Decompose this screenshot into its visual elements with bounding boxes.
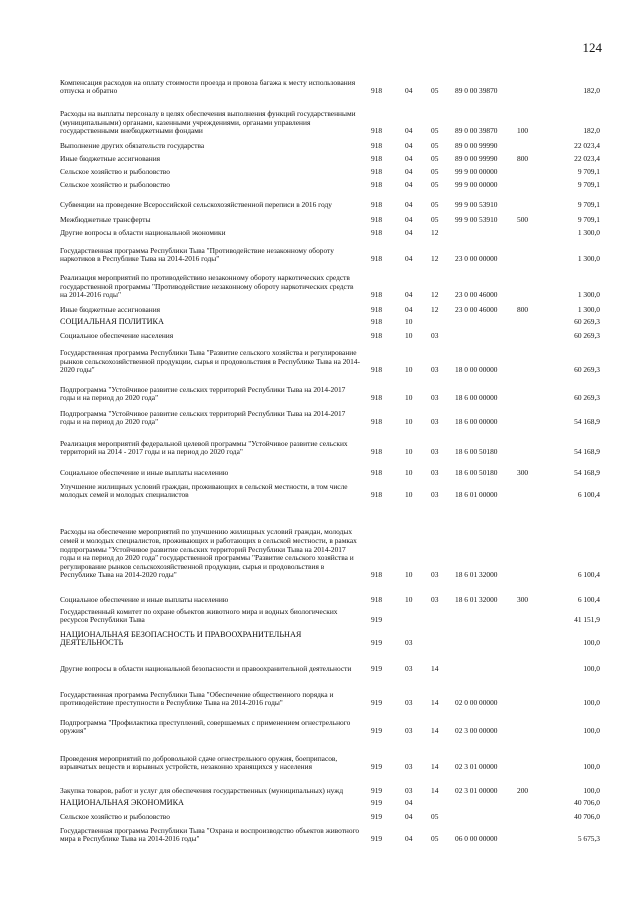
row-razdel: 04 (405, 834, 413, 844)
row-razdel: 04 (405, 86, 413, 96)
row-razdel: 04 (405, 798, 413, 808)
row-name: Реализация мероприятий федеральной целевой программы "Устойчивое развитие сельских территорий на 2014 - 2017 годы и на период до 2020 года" (60, 438, 348, 457)
table-row (0, 300, 640, 315)
row-name: Социальное обеспечение населения (60, 331, 174, 341)
row-sum: 9 709,1 (577, 215, 600, 225)
row-razdel: 10 (405, 365, 413, 375)
row-vedomstvo: 918 (371, 228, 383, 238)
row-target-article: 18 6 00 50180 (455, 447, 498, 457)
row-podrazdel: 05 (431, 834, 439, 844)
row-name: СОЦИАЛЬНАЯ ПОЛИТИКА (60, 317, 164, 327)
row-podrazdel: 03 (431, 570, 439, 580)
row-razdel: 04 (405, 154, 413, 164)
row-razdel: 04 (405, 812, 413, 822)
row-podrazdel: 14 (431, 664, 439, 674)
row-sum: 100,0 (583, 762, 600, 772)
row-podrazdel: 03 (431, 365, 439, 375)
row-podrazdel: 12 (431, 228, 439, 238)
table-row (0, 177, 640, 190)
row-podrazdel: 14 (431, 726, 439, 736)
row-name: Межбюджетные трансферты (60, 215, 151, 225)
row-target-article: 89 0 00 99990 (455, 154, 498, 164)
row-podrazdel: 12 (431, 254, 439, 264)
table-row (0, 822, 640, 844)
row-expense-type: 800 (517, 305, 529, 315)
row-name: Проведения мероприятий по добровольной сдаче огнестрельного оружия, боеприпасов, взрывчатых веществ и взрывных устройств, незаконно хранящихся у населения (60, 753, 338, 772)
row-sum: 1 300,0 (577, 305, 600, 315)
table-row (0, 708, 640, 736)
table-row (0, 327, 640, 341)
row-target-article: 18 6 00 00000 (455, 393, 498, 403)
row-sum: 182,0 (583, 126, 600, 136)
row-podrazdel: 14 (431, 762, 439, 772)
row-razdel: 10 (405, 393, 413, 403)
row-target-article: 18 6 00 00000 (455, 417, 498, 427)
row-razdel: 04 (405, 254, 413, 264)
table-row (0, 238, 640, 264)
table-row (0, 315, 640, 327)
row-vedomstvo: 918 (371, 254, 383, 264)
row-name: Субвенции на проведение Всероссийской сельскохозяйственной переписи в 2016 году (60, 200, 332, 210)
row-name: Другие вопросы в области национальной экономики (60, 228, 226, 238)
row-podrazdel: 05 (431, 215, 439, 225)
row-name: Подпрограмма "Устойчивое развитие сельских территорий Республики Тыва на 2014-2017 годы и на период до 2020 года" (60, 408, 346, 427)
row-vedomstvo: 918 (371, 317, 383, 327)
row-sum: 22 023,4 (574, 141, 600, 151)
row-sum: 9 709,1 (577, 167, 600, 177)
row-expense-type: 800 (517, 154, 529, 164)
table-row (0, 164, 640, 177)
table-row (0, 625, 640, 648)
row-sum: 100,0 (583, 786, 600, 796)
table-row (0, 210, 640, 225)
table-row (0, 478, 640, 500)
row-target-article: 89 0 00 39870 (455, 86, 498, 96)
table-row (0, 225, 640, 238)
row-sum: 9 709,1 (577, 180, 600, 190)
row-vedomstvo: 918 (371, 490, 383, 500)
row-sum: 6 100,4 (577, 570, 600, 580)
row-name: Другие вопросы в области национальной безопасности и правоохранительной деятельности (60, 664, 352, 674)
row-vedomstvo: 918 (371, 141, 383, 151)
row-razdel: 10 (405, 331, 413, 341)
row-razdel: 04 (405, 180, 413, 190)
row-podrazdel: 03 (431, 417, 439, 427)
row-razdel: 10 (405, 570, 413, 580)
row-vedomstvo: 918 (371, 417, 383, 427)
row-sum: 40 706,0 (574, 812, 600, 822)
row-target-article: 18 6 01 32000 (455, 595, 498, 605)
table-row (0, 648, 640, 674)
row-name: Сельское хозяйство и рыболовство (60, 167, 170, 177)
table-row (0, 736, 640, 772)
row-podrazdel: 05 (431, 180, 439, 190)
row-podrazdel: 03 (431, 331, 439, 341)
row-vedomstvo: 918 (371, 365, 383, 375)
row-name: Улучшение жилищных условий граждан, проживающих в сельской местности, в том числе молодых семей и молодых специалистов (60, 481, 348, 500)
row-podrazdel: 05 (431, 141, 439, 151)
row-sum: 1 300,0 (577, 290, 600, 300)
row-name: Государственная программа Республики Тыва "Противодействие незаконному обороту наркотиков в Республике Тыва на 2014-2016 годы" (60, 245, 334, 264)
row-sum: 60 269,3 (574, 393, 600, 403)
row-razdel: 10 (405, 468, 413, 478)
row-expense-type: 300 (517, 595, 529, 605)
row-vedomstvo: 918 (371, 86, 383, 96)
row-vedomstvo: 918 (371, 305, 383, 315)
row-name: Иные бюджетные ассигнования (60, 154, 161, 164)
row-name: Выполнение других обязательств государства (60, 141, 205, 151)
row-sum: 60 269,3 (574, 331, 600, 341)
table-row (0, 403, 640, 427)
row-razdel: 04 (405, 290, 413, 300)
row-vedomstvo: 918 (371, 447, 383, 457)
row-vedomstvo: 918 (371, 154, 383, 164)
row-sum: 9 709,1 (577, 200, 600, 210)
row-name: Государственная программа Республики Тыва "Развитие сельского хозяйства и регулирование рынков сельскохозяйственной продукции, сырья и продовольствия в Республике Тыва на 2014-2020 годы" (60, 348, 360, 375)
row-vedomstvo: 918 (371, 215, 383, 225)
row-sum: 54 168,9 (574, 447, 600, 457)
table-row (0, 808, 640, 822)
row-target-article: 06 0 00 00000 (455, 834, 498, 844)
row-sum: 1 300,0 (577, 228, 600, 238)
row-target-article: 18 6 01 00000 (455, 490, 498, 500)
row-name: Реализация мероприятий по противодействию незаконному обороту наркотических средств государственной программы "Противодействие незаконному обороту наркотических средств на 2014-2016 годы" (60, 273, 354, 300)
row-vedomstvo: 918 (371, 180, 383, 190)
row-razdel: 04 (405, 228, 413, 238)
row-target-article: 89 0 00 99990 (455, 141, 498, 151)
row-vedomstvo: 919 (371, 615, 383, 625)
row-name: Иные бюджетные ассигнования (60, 305, 161, 315)
row-sum: 100,0 (583, 726, 600, 736)
row-vedomstvo: 919 (371, 798, 383, 808)
budget-table (0, 66, 640, 844)
table-row (0, 96, 640, 136)
row-sum: 22 023,4 (574, 154, 600, 164)
row-sum: 60 269,3 (574, 365, 600, 375)
row-name: Закупка товаров, работ и услуг для обеспечения государственных (муниципальных) нужд (60, 786, 344, 796)
row-name: Расходы на обеспечение мероприятий по улучшению жилищных условий граждан, молодых семей и молодых специалистов, проживающих и работающих в сельской местности, в рамках подпрограммы "Устойчивое развитие сельских территорий Республики Тыва на 2014-2017 годы и на период до 2020 года" государственной программы "Развитие сельского хозяйства и регулирование рынков сельскохозяйственной продукции, сырья и продовольствия в Республике Тыва на 2014-2020 годы" (60, 527, 357, 580)
row-sum: 41 151,9 (574, 615, 600, 625)
row-razdel: 03 (405, 786, 413, 796)
row-sum: 6 100,4 (577, 490, 600, 500)
row-podrazdel: 05 (431, 167, 439, 177)
row-razdel: 03 (405, 638, 413, 648)
row-vedomstvo: 919 (371, 698, 383, 708)
row-sum: 54 168,9 (574, 468, 600, 478)
row-vedomstvo: 918 (371, 595, 383, 605)
table-row (0, 500, 640, 580)
row-razdel: 04 (405, 305, 413, 315)
row-sum: 100,0 (583, 638, 600, 648)
row-target-article: 23 0 00 46000 (455, 305, 498, 315)
row-name: Расходы на выплаты персоналу в целях обеспечения выполнения функций государственными (муниципальными) органами, казенными учреждениями, органами управления государственными внебюджетными фондами (60, 109, 356, 136)
row-name: Сельское хозяйство и рыболовство (60, 180, 170, 190)
row-podrazdel: 14 (431, 786, 439, 796)
row-razdel: 10 (405, 317, 413, 327)
row-sum: 40 706,0 (574, 798, 600, 808)
row-podrazdel: 05 (431, 812, 439, 822)
row-target-article: 99 9 00 00000 (455, 180, 498, 190)
row-expense-type: 300 (517, 468, 529, 478)
table-row (0, 190, 640, 210)
page-number: 124 (582, 40, 602, 55)
row-podrazdel: 12 (431, 290, 439, 300)
row-sum: 54 168,9 (574, 417, 600, 427)
row-name: НАЦИОНАЛЬНАЯ ЭКОНОМИКА (60, 798, 184, 808)
row-vedomstvo: 919 (371, 762, 383, 772)
row-podrazdel: 05 (431, 154, 439, 164)
row-expense-type: 500 (517, 215, 529, 225)
row-sum: 100,0 (583, 664, 600, 674)
row-podrazdel: 03 (431, 393, 439, 403)
row-vedomstvo: 919 (371, 834, 383, 844)
row-razdel: 10 (405, 490, 413, 500)
table-row (0, 580, 640, 605)
row-podrazdel: 03 (431, 447, 439, 457)
row-target-article: 18 0 00 00000 (455, 365, 498, 375)
row-sum: 182,0 (583, 86, 600, 96)
row-vedomstvo: 918 (371, 393, 383, 403)
row-name: НАЦИОНАЛЬНАЯ БЕЗОПАСНОСТЬ И ПРАВООХРАНИТЕЛЬНАЯ ДЕЯТЕЛЬНОСТЬ (60, 629, 302, 648)
table-row (0, 375, 640, 403)
row-target-article: 18 6 01 32000 (455, 570, 498, 580)
row-vedomstvo: 918 (371, 167, 383, 177)
row-razdel: 04 (405, 215, 413, 225)
row-vedomstvo: 918 (371, 290, 383, 300)
row-name: Сельское хозяйство и рыболовство (60, 812, 170, 822)
row-vedomstvo: 919 (371, 664, 383, 674)
row-name: Социальное обеспечение и иные выплаты населению (60, 595, 229, 605)
row-target-article: 23 0 00 00000 (455, 254, 498, 264)
row-target-article: 02 0 00 00000 (455, 698, 498, 708)
row-podrazdel: 12 (431, 305, 439, 315)
row-target-article: 23 0 00 46000 (455, 290, 498, 300)
row-vedomstvo: 918 (371, 200, 383, 210)
row-razdel: 10 (405, 595, 413, 605)
row-podrazdel: 05 (431, 200, 439, 210)
row-vedomstvo: 919 (371, 812, 383, 822)
row-name: Компенсация расходов на оплату стоимости проезда и провоза багажа к месту использования отпуска и обратно (60, 77, 356, 96)
table-row (0, 151, 640, 164)
row-name: Подпрограмма "Устойчивое развитие сельских территорий Республики Тыва на 2014-2017 годы и на период до 2020 года" (60, 384, 346, 403)
row-podrazdel: 05 (431, 126, 439, 136)
row-sum: 100,0 (583, 698, 600, 708)
row-vedomstvo: 919 (371, 786, 383, 796)
row-razdel: 10 (405, 417, 413, 427)
row-podrazdel: 14 (431, 698, 439, 708)
row-vedomstvo: 919 (371, 638, 383, 648)
row-name: Социальное обеспечение и иные выплаты населению (60, 468, 229, 478)
table-row (0, 341, 640, 375)
row-vedomstvo: 918 (371, 331, 383, 341)
row-razdel: 04 (405, 167, 413, 177)
row-razdel: 03 (405, 726, 413, 736)
row-name: Государственная программа Республики Тыва "Обеспечение общественного порядка и противодействие преступности в Республике Тыва на 2014-2016 годы" (60, 689, 334, 708)
row-target-article: 89 0 00 39870 (455, 126, 498, 136)
row-name: Подпрограмма "Профилактика преступлений, совершаемых с применением огнестрельного оружия" (60, 717, 351, 736)
row-expense-type: 200 (517, 786, 529, 796)
row-podrazdel: 03 (431, 490, 439, 500)
table-row (0, 605, 640, 625)
row-target-article: 02 3 00 00000 (455, 726, 498, 736)
row-name: Государственная программа Республики Тыва "Охрана и воспроизводство объектов животного мира в Республике Тыва на 2014-2016 годы" (60, 825, 360, 844)
table-row (0, 772, 640, 796)
row-vedomstvo: 918 (371, 570, 383, 580)
row-podrazdel: 05 (431, 86, 439, 96)
row-sum: 5 675,3 (577, 834, 600, 844)
row-razdel: 03 (405, 762, 413, 772)
row-target-article: 02 3 01 00000 (455, 786, 498, 796)
row-vedomstvo: 919 (371, 726, 383, 736)
row-razdel: 04 (405, 200, 413, 210)
table-row (0, 457, 640, 478)
table-row (0, 264, 640, 300)
row-podrazdel: 03 (431, 595, 439, 605)
row-razdel: 04 (405, 141, 413, 151)
row-razdel: 04 (405, 126, 413, 136)
row-target-article: 99 9 00 00000 (455, 167, 498, 177)
row-razdel: 03 (405, 664, 413, 674)
row-target-article: 99 9 00 53910 (455, 215, 498, 225)
row-target-article: 02 3 01 00000 (455, 762, 498, 772)
table-row (0, 796, 640, 808)
table-row (0, 136, 640, 151)
row-sum: 6 100,4 (577, 595, 600, 605)
row-podrazdel: 03 (431, 468, 439, 478)
table-row (0, 66, 640, 96)
row-target-article: 18 6 00 50180 (455, 468, 498, 478)
row-sum: 1 300,0 (577, 254, 600, 264)
row-name: Государственный комитет по охране объектов животного мира и водных биологических ресурсов Республики Тыва (60, 606, 338, 625)
row-vedomstvo: 918 (371, 468, 383, 478)
row-vedomstvo: 918 (371, 126, 383, 136)
table-row (0, 674, 640, 708)
row-razdel: 10 (405, 447, 413, 457)
row-sum: 60 269,3 (574, 317, 600, 327)
table-row (0, 427, 640, 457)
row-razdel: 03 (405, 698, 413, 708)
row-expense-type: 100 (517, 126, 529, 136)
row-target-article: 99 9 00 53910 (455, 200, 498, 210)
